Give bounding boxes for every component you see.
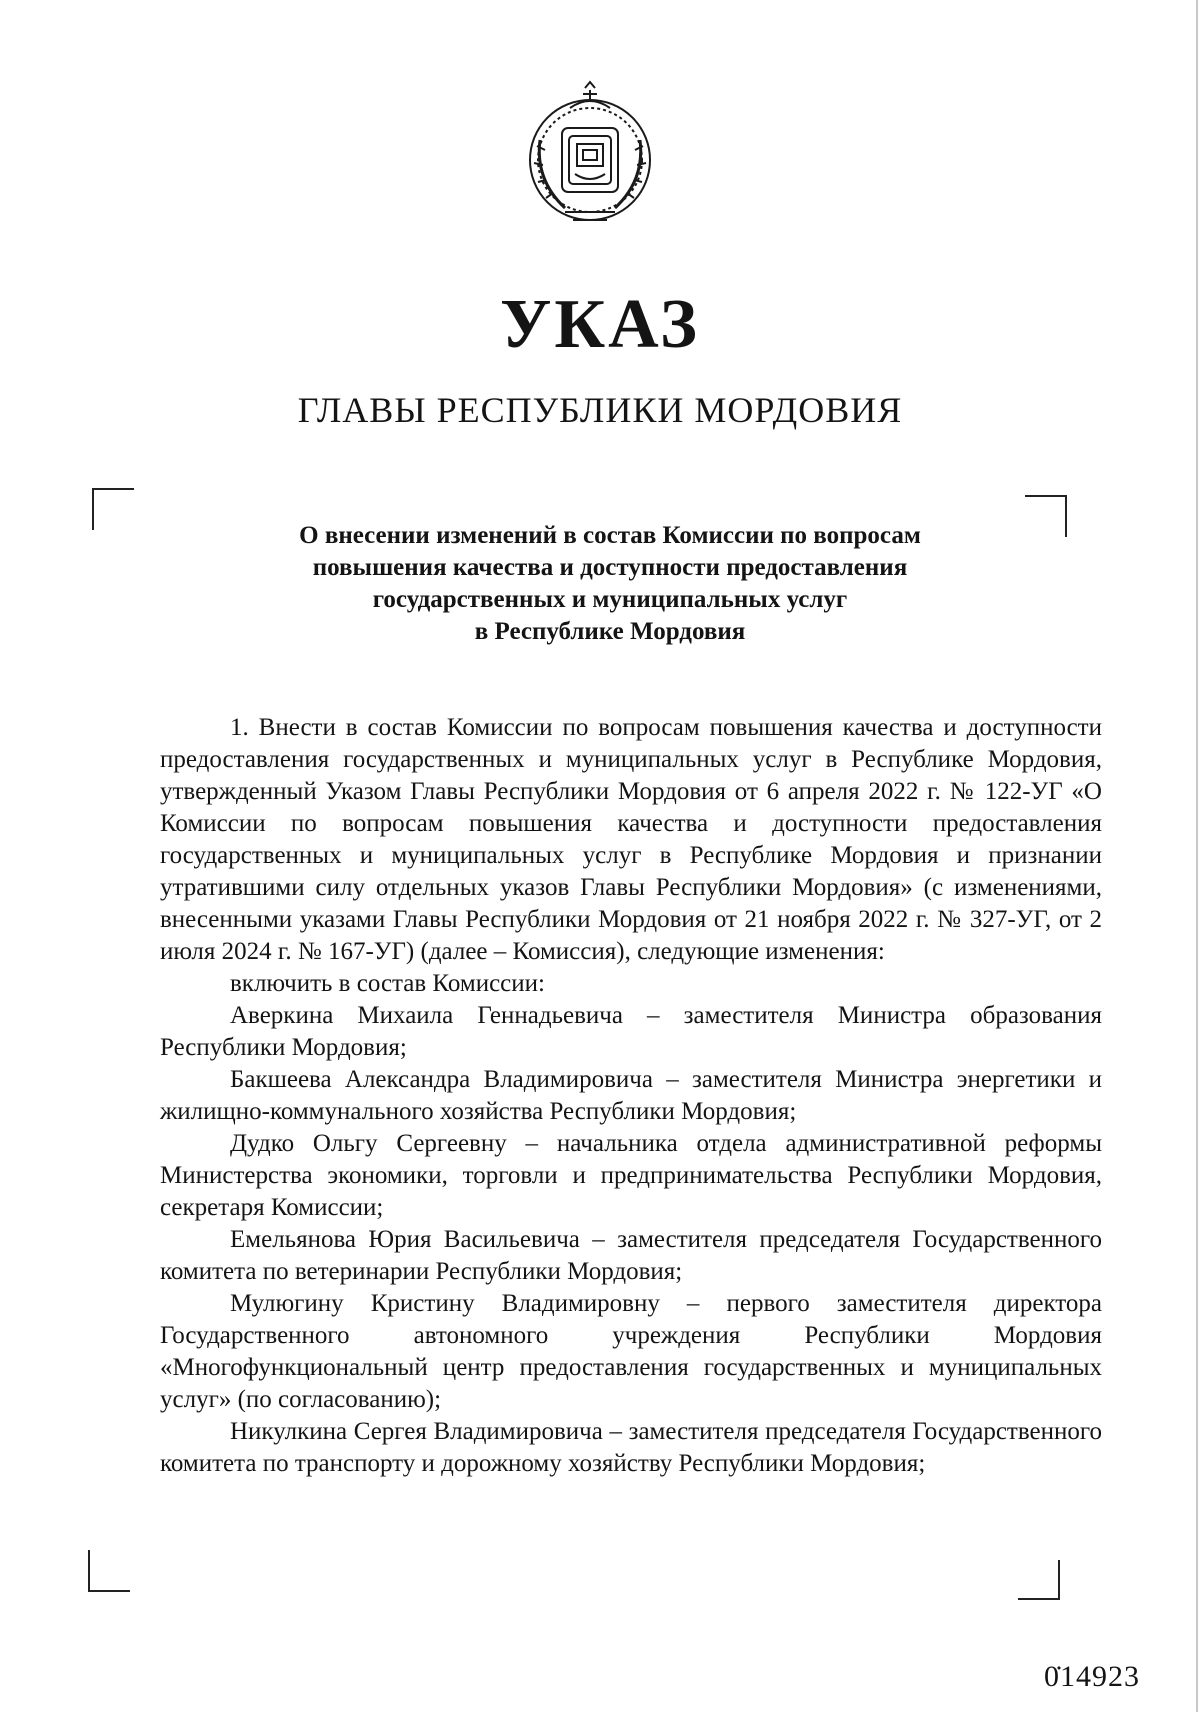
heading-line: О внесении изменений в состав Комиссии по вопросам bbox=[299, 522, 921, 549]
body-paragraph: Бакшеева Александра Владимировича – заместителя Министра энергетики и жилищно-коммунального хозяйства Республики Мордовия; bbox=[160, 1066, 1102, 1125]
decree-heading bbox=[200, 520, 1020, 648]
coat-of-arms-emblem-icon bbox=[515, 80, 665, 230]
body-paragraph: включить в состав Комиссии: bbox=[230, 970, 545, 997]
body-paragraph: Дудко Ольгу Сергеевну – начальника отдела административной реформы Министерства экономики, торговли и предпринимательства Республики Мордовия, секретаря Комиссии; bbox=[160, 1130, 1102, 1221]
corner-mark-top-left bbox=[92, 488, 134, 530]
body-paragraph: 1. Внести в состав Комиссии по вопросам повышения качества и доступности предоставления государственных и муниципальных услуг в Республике Мордовия, утвержденный Указом Главы Республики Мордовия от 6 апреля 2022 г. № 122-УГ «О Комиссии по вопросам повышения качества и доступности предоставления государственных и муниципальных услуг в Республике Мордовия и признании утратившими силу отдельных указов Главы Республики Мордовия» (с изменениями, внесенными указами Главы Республики Мордовия от 21 ноября 2022 г. № 327-УГ, от 2 июля 2024 г. № 167-УГ) (далее – Комиссия), следующие изменения: bbox=[160, 714, 1102, 965]
body-paragraph: Аверкина Михаила Геннадьевича – заместителя Министра образования Республики Мордовия; bbox=[160, 1002, 1102, 1061]
corner-mark-top-right bbox=[1025, 495, 1067, 537]
decree-title: УКАЗ bbox=[500, 286, 700, 363]
heading-line: в Республике Мордовия bbox=[474, 618, 746, 645]
corner-mark-bottom-left bbox=[88, 1550, 130, 1592]
decree-issuer: ГЛАВЫ РЕСПУБЛИКИ МОРДОВИЯ bbox=[297, 390, 903, 430]
corner-mark-bottom-right bbox=[1018, 1560, 1060, 1600]
decree-body bbox=[160, 712, 1102, 1480]
body-paragraph: Никулкина Сергея Владимировича – заместителя председателя Государственного комитета по транспорту и дорожному хозяйству Республики Мордовия; bbox=[160, 1418, 1102, 1477]
heading-line: государственных и муниципальных услуг bbox=[372, 586, 848, 613]
document-serial-number: 0̇14923 bbox=[1044, 1660, 1140, 1693]
heading-line: повышения качества и доступности предоставления bbox=[312, 554, 908, 581]
body-paragraph: Емельянова Юрия Васильевича – заместителя председателя Государственного комитета по ветеринарии Республики Мордовия; bbox=[160, 1226, 1102, 1285]
scan-edge-line bbox=[1196, 0, 1198, 1712]
body-paragraph: Мулюгину Кристину Владимировну – первого заместителя директора Государственного автономного учреждения Республики Мордовия «Многофункциональный центр предоставления государственных и муниципальных услуг» (по согласованию); bbox=[160, 1290, 1102, 1413]
